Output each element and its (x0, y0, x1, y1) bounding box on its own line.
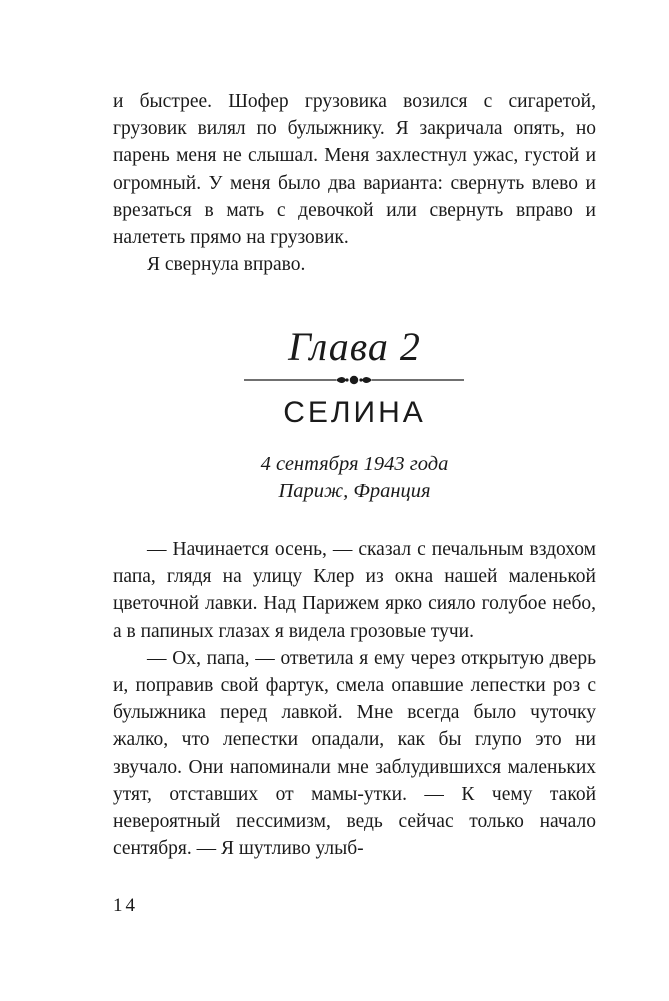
chapter-ornament-divider (244, 372, 464, 388)
paragraph: — Ох, папа, — ответила я ему через открытую дверь и, поправив свой фартук, смела опавшие лепестки роз с булыжника перед лавкой. Мне всегда было чуточку жалко, что лепестки опадали, как бы глупо это ни звучало. Они напоминали мне заблудившихся маленьких утят, отставших от мамы-утки. — К чему такой невероятный пессимизм, ведь сейчас только начало сентября. — Я шутливо улыб- (113, 647, 596, 860)
chapter-dateline (113, 451, 596, 505)
paragraph: Я свернула вправо. (147, 254, 306, 276)
body-text-block (113, 536, 596, 862)
chapter-title: СЕЛИНА (283, 396, 426, 429)
chapter-date: 4 сентября 1943 года (260, 453, 449, 475)
chapter-place: Париж, Франция (278, 480, 431, 502)
paragraph: и быстрее. Шофер грузовика возился с сигаретой, грузовик вилял по булыжнику. Я закричала опять, но парень меня не слышал. Меня захлестнул ужас, густой и огромный. У меня было два варианта: свернуть влево и врезаться в мать с девочкой или свернуть вправо и налететь прямо на грузовик. (113, 91, 596, 249)
paragraph: — Начинается осень, — сказал с печальным вздохом папа, глядя на улицу Клер из окна нашей маленькой цветочной лавки. Над Парижем ярко сияло голубое небо, а в папиных глазах я видела грозовые тучи. (113, 539, 596, 642)
page-number: 14 (113, 895, 138, 916)
chapter-number: Глава 2 (288, 324, 421, 369)
top-text-block (113, 88, 596, 278)
